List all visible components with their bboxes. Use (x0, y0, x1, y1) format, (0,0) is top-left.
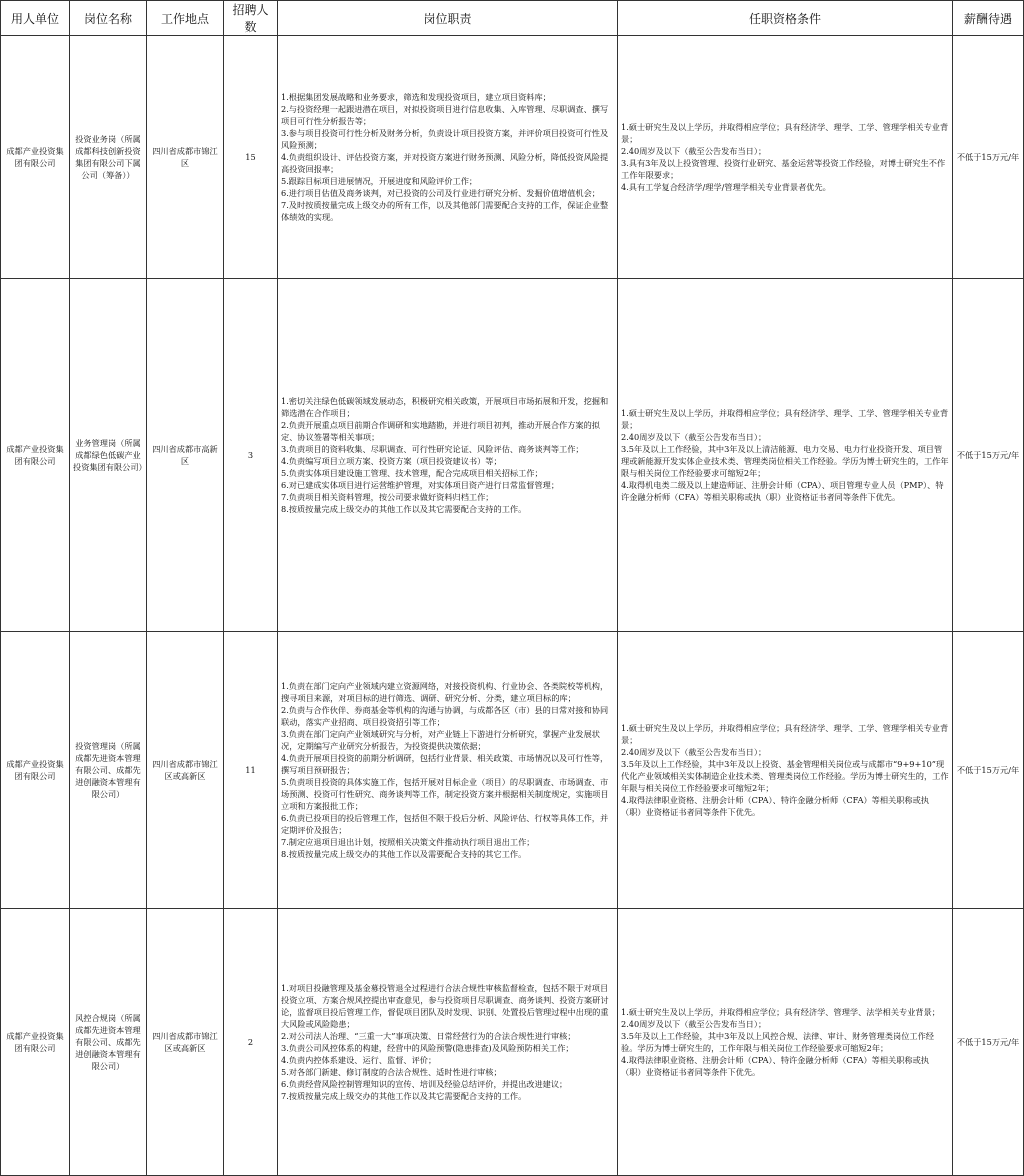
duty-item: 6.对已建成实体项目进行运营维护管理，对实体项目资产进行日常监督管理； (281, 480, 560, 490)
duties-cell (278, 632, 618, 909)
requirement-item: 2.40周岁及以下（截至公告发布当日）； (621, 747, 767, 757)
duty-item: 5.负责实体项目建设施工管理、技术管理，配合完成项目相关招标工作； (281, 468, 543, 478)
duty-item: 5.对各部门新建、修订制度的合法合规性、适时性进行审核； (281, 1067, 502, 1077)
duty-item: 3.负责在部门定向产业领域研究与分析，对产业链上下游进行分析研究，掌握产业发展状况，定期编写产业研究分析报告，为投资提供决策依据； (281, 729, 600, 751)
salary-cell: 不低于15万元/年 (953, 632, 1024, 909)
requirement-item: 1.硕士研究生及以上学历，并取得相应学位；具有经济学、管理学、法学相关专业背景； (621, 1007, 940, 1017)
duty-item: 7.制定应退项目退出计划，按照相关决策文件推动执行项目退出工作； (281, 837, 535, 847)
location-cell: 四川省成都市锦江区或高新区 (147, 632, 224, 909)
duty-item: 5.跟踪目标项目进展情况，开展进度和风险评价工作； (281, 176, 478, 186)
duty-item: 8.按质按量完成上级交办的其他工作以及需要配合支持的其它工作。 (281, 849, 527, 859)
duty-item: 4.负责编写项目立项方案、投资方案（项目投资建议书）等； (281, 456, 502, 466)
count-cell: 3 (224, 279, 278, 632)
position-cell: 投资业务岗（所属成都科技创新投资集团有限公司下属公司（筹备）） (70, 36, 147, 279)
unit-cell: 成都产业投资集团有限公司 (1, 279, 70, 632)
duty-item: 7.按质按量完成上级交办的其他工作以及其它需要配合支持的工作。 (281, 1091, 527, 1101)
duty-item: 1.根据集团发展战略和业务要求，筛选和发现投资项目，建立项目资料库； (281, 92, 551, 102)
duty-item: 7.及时按质按量完成上级交办的所有工作，以及其他部门需要配合支持的工作，保证企业整体绩效的实现。 (281, 200, 609, 222)
header-salary: 薪酬待遇 (953, 1, 1024, 36)
duty-item: 8.按质按量完成上级交办的其他工作以及其它需要配合支持的工作。 (281, 504, 527, 514)
duty-item: 6.进行项目估值及商务谈判，对已投资的公司及行业进行研究分析、发掘价值增值机会； (281, 188, 600, 198)
count-cell: 11 (224, 632, 278, 909)
requirement-item: 1.硕士研究生及以上学历，并取得相应学位；具有经济学、理学、工学、管理学相关专业背景； (621, 408, 949, 430)
requirement-item: 2.40周岁及以下（截至公告发布当日）； (621, 1019, 767, 1029)
unit-cell: 成都产业投资集团有限公司 (1, 909, 70, 1176)
requirements-cell (618, 279, 953, 632)
duty-item: 3.参与项目投资可行性分析及财务分析，负责设计项目投资方案，并评价项目投资可行性及风险预测； (281, 128, 609, 150)
table-row (1, 279, 1024, 632)
duty-item: 1.负责在部门定向产业领域内建立资源网络，对接投资机构、行业协会、各类院校等机构，搜寻项目来源，对项目标的进行筛选、调研、研究分析、分类，建立项目标的库； (281, 681, 609, 703)
duty-item: 3.负责项目的资料收集、尽职调查、可行性研究论证、风险评估、商务谈判等工作； (281, 444, 584, 454)
duties-cell (278, 279, 618, 632)
requirements-cell (618, 36, 953, 279)
duty-item: 3.负责公司风控体系的构建，经营中的风险预警(隐患排查)及风险预防相关工作； (281, 1043, 574, 1053)
header-position: 岗位名称 (70, 1, 147, 36)
duty-item: 2.负责开展重点项目前期合作调研和实地踏勘，并进行项目初判，推动开展合作方案的拟定、协议签署等相关事项； (281, 420, 600, 442)
requirements-cell (618, 909, 953, 1176)
requirement-item: 4.取得法律职业资格、注册会计师（CPA）、特许金融分析师（CFA）等相关职称或执（职）业资格证书者同等条件下优先。 (621, 1055, 929, 1077)
header-requirements: 任职资格条件 (618, 1, 953, 36)
duty-item: 2.负责与合作伙伴、券商基金等机构的沟通与协调，与成都各区（市）县的日常对接和协同联动，落实产业招商、项目投资招引等工作； (281, 705, 609, 727)
requirement-item: 4.具有工学复合经济学/理学/管理学相关专业背景者优先。 (621, 182, 831, 192)
duty-item: 2.对公司法人治理、“三重一大”事项决策、日常经营行为的合法合规性进行审核； (281, 1031, 576, 1041)
position-cell: 业务管理岗（所属成都绿色低碳产业投资集团有限公司） (70, 279, 147, 632)
duty-item: 6.负责经营风险控制管理知识的宣传、培训及经验总结评价，并提出改进建议； (281, 1079, 568, 1089)
location-cell: 四川省成都市锦江区 (147, 36, 224, 279)
duty-item: 4.负责内控体系建设、运行、监督、评价； (281, 1055, 437, 1065)
position-cell: 投资管理岗（所属成都先进资本管理有限公司、成都先进创融资本管理有限公司） (70, 632, 147, 909)
duties-cell (278, 909, 618, 1176)
header-row (1, 1, 1024, 36)
requirements-cell (618, 632, 953, 909)
duty-item: 4.负责开展项目投资的前期分析调研，包括行业背景、相关政策、市场情况以及可行性等，撰写项目预研报告； (281, 753, 609, 775)
duty-item: 6.负责已投项目的投后管理工作，包括但不限于投后分析、风险评估、行权等具体工作，并定期评价及报告； (281, 813, 609, 835)
header-duties: 岗位职责 (278, 1, 618, 36)
location-cell: 四川省成都市高新区 (147, 279, 224, 632)
duty-item: 2.与投资经理一起跟进潜在项目，对拟投资项目进行信息收集、入库管理、尽职调查、撰写项目可行性分析报告等； (281, 104, 609, 126)
salary-cell: 不低于15万元/年 (953, 36, 1024, 279)
header-unit: 用人单位 (1, 1, 70, 36)
requirement-item: 4.取得法律职业资格、注册会计师（CPA）、特许金融分析师（CFA）等相关职称或执（职）业资格证书者同等条件下优先。 (621, 795, 929, 817)
duty-item: 1.密切关注绿色低碳领域发展动态，积极研究相关政策，开展项目市场拓展和开发，挖掘和筛选潜在合作项目； (281, 396, 609, 418)
requirement-item: 2.40周岁及以下（截至公告发布当日）； (621, 146, 767, 156)
requirement-item: 4.取得机电类二级及以上建造师证、注册会计师（CPA）、项目管理专业人员（PMP）、特许金融分析师（CFA）等相关职称或执（职）业资格证书者同等条件下优先。 (621, 480, 944, 502)
table-row (1, 36, 1024, 279)
unit-cell: 成都产业投资集团有限公司 (1, 36, 70, 279)
duty-item: 1.对项目投融管理及基金募投管退全过程进行合法合规性审核监督检查，包括不限于对项目投资立项、方案合规风控提出审查意见，参与投资项目尽职调查、商务谈判、投资方案研讨论，监督项目投后管理工作，督促项目团队及时发现、识别、处置投后管理过程中出现的重大风险或风险隐患； (281, 983, 609, 1029)
unit-cell: 成都产业投资集团有限公司 (1, 632, 70, 909)
table-row (1, 632, 1024, 909)
count-cell: 15 (224, 36, 278, 279)
requirement-item: 3.5年及以上工作经验，其中3年及以上清洁能源、电力交易、电力行业投资开发、项目管理或新能源开发实体企业技术类、管理类岗位相关工作经验。学历为博士研究生的，工作年限与相关岗位工作经验要求可缩短2年； (621, 444, 949, 478)
requirement-item: 1.硕士研究生及以上学历，并取得相应学位；具有经济学、理学、工学、管理学相关专业背景； (621, 723, 949, 745)
salary-cell: 不低于15万元/年 (953, 909, 1024, 1176)
requirement-item: 3.5年及以上工作经验，其中3年及以上风控合规、法律、审计、财务管理类岗位工作经验。学历为博士研究生的，工作年限与相关岗位工作经验要求可缩短2年； (621, 1031, 934, 1053)
position-cell: 风控合规岗（所属成都先进资本管理有限公司、成都先进创融资本管理有限公司） (70, 909, 147, 1176)
requirement-item: 3.5年及以上工作经验，其中3年及以上投资、基金管理相关岗位或与成都市“9+9+10”现代化产业领域相关实体制造企业技术类、管理类岗位工作经验。学历为博士研究生的，工作年限与相关岗位工作经验要求可缩短2年； (621, 759, 949, 793)
requirement-item: 3.具有3年及以上投资管理、投资行业研究、基金运营等投资工作经验，对博士研究生不作工作年限要求； (621, 158, 946, 180)
count-cell: 2 (224, 909, 278, 1176)
duties-cell (278, 36, 618, 279)
location-cell: 四川省成都市锦江区或高新区 (147, 909, 224, 1176)
header-location: 工作地点 (147, 1, 224, 36)
duty-item: 5.负责项目投资的具体实施工作，包括开展对目标企业（项目）的尽职调查、市场调查、市场预测、投资可行性研究、商务谈判等工作，制定投资方案并根据相关制度规定，实施项目立项和方案报批工作； (281, 777, 609, 811)
requirement-item: 2.40周岁及以下（截至公告发布当日）； (621, 432, 767, 442)
requirement-item: 1.硕士研究生及以上学历，并取得相应学位；具有经济学、理学、工学、管理学相关专业背景； (621, 122, 949, 144)
duty-item: 7.负责项目相关资料管理，按公司要求做好资料归档工作； (281, 492, 494, 502)
table-row (1, 909, 1024, 1176)
header-count: 招聘人数 (224, 1, 278, 36)
salary-cell: 不低于15万元/年 (953, 279, 1024, 632)
duty-item: 4.负责组织设计、评估投资方案，并对投资方案进行财务预测、风险分析，降低投资风险提高投资回报率； (281, 152, 609, 174)
